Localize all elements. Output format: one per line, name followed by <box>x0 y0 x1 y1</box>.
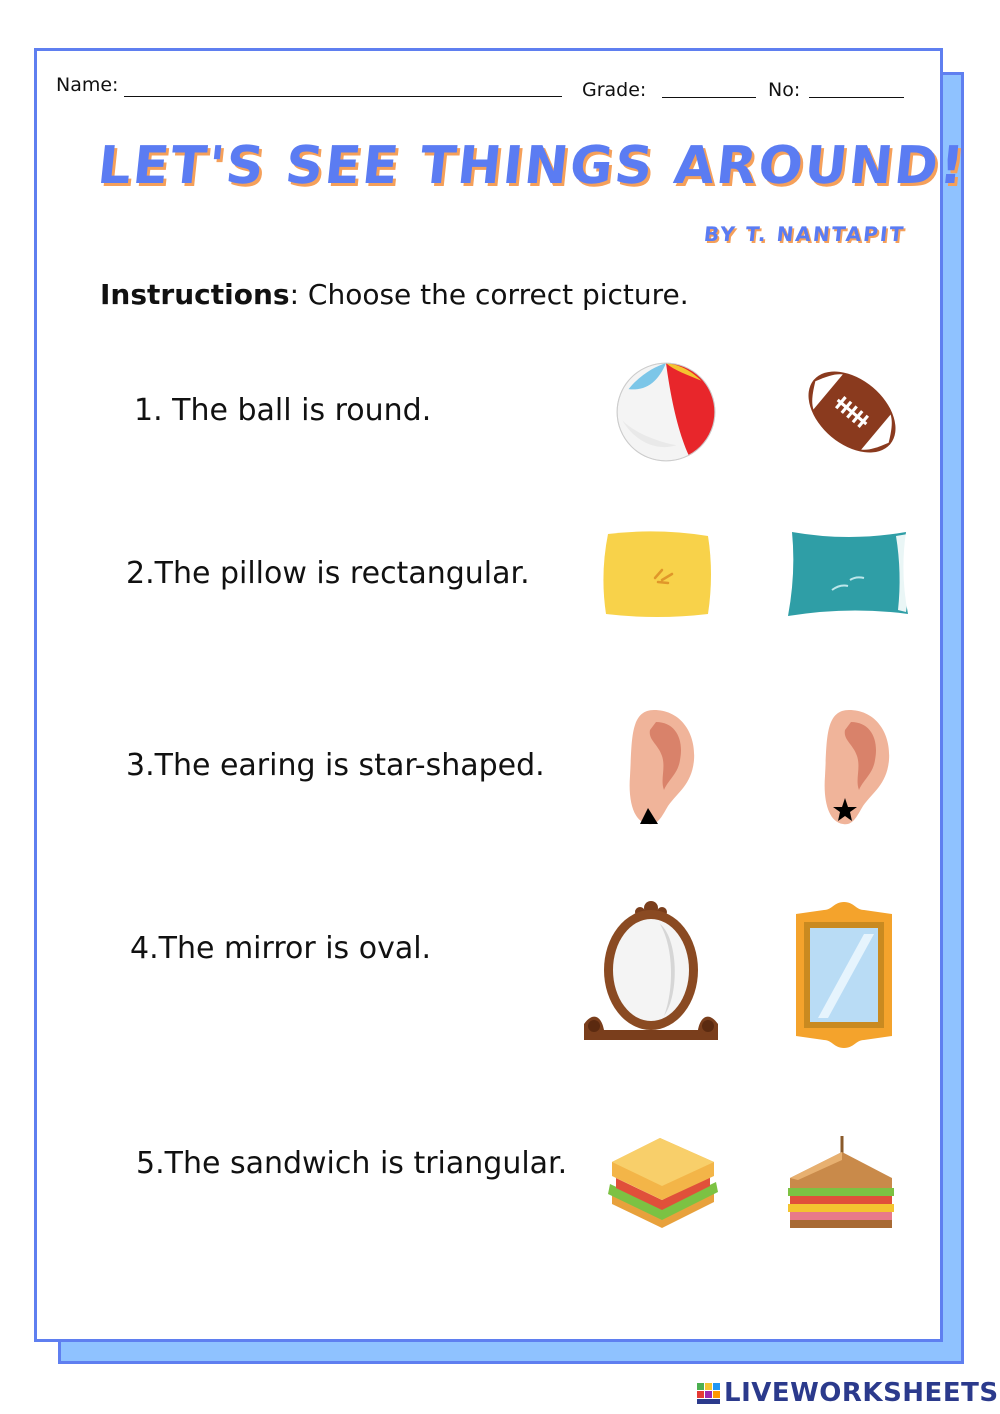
football-icon <box>800 360 904 464</box>
name-label: Name: <box>56 74 119 96</box>
question-2: 2.The pillow is rectangular. <box>126 556 530 591</box>
instructions-label: Instructions <box>100 278 290 311</box>
square-sandwich-icon <box>606 1134 720 1232</box>
number-field[interactable] <box>809 97 904 98</box>
liveworksheets-brand: LIVEWORKSHEETS <box>724 1378 999 1408</box>
author-byline: BY T. NANTAPIT <box>702 222 907 246</box>
triangle-sandwich-icon <box>784 1134 898 1232</box>
question-3: 3.The earing is star-shaped. <box>126 748 545 783</box>
square-sandwich-option[interactable] <box>606 1134 720 1232</box>
triangle-sandwich-option[interactable] <box>784 1134 898 1232</box>
rectangular-mirror-option[interactable] <box>788 900 900 1050</box>
question-1: 1. The ball is round. <box>134 393 432 428</box>
instructions-text: : Choose the correct picture. <box>289 278 689 311</box>
name-field[interactable] <box>124 96 562 97</box>
square-pillow-icon <box>600 528 715 620</box>
rectangular-pillow-option[interactable] <box>784 526 918 620</box>
ear-triangle-earring-icon <box>620 706 700 830</box>
beach-ball-option[interactable] <box>614 360 718 464</box>
rectangular-mirror-icon <box>788 900 900 1050</box>
liveworksheets-logo-icon <box>697 1383 721 1405</box>
square-pillow-option[interactable] <box>600 528 715 620</box>
instructions <box>100 278 689 311</box>
ear-star-earring-icon <box>815 706 895 830</box>
football-option[interactable] <box>800 360 904 464</box>
question-5: 5.The sandwich is triangular. <box>136 1146 568 1181</box>
beach-ball-icon <box>614 360 718 464</box>
rectangular-pillow-icon <box>784 526 918 620</box>
grade-field[interactable] <box>662 97 756 98</box>
number-label: No: <box>768 79 801 101</box>
question-4: 4.The mirror is oval. <box>130 931 432 966</box>
worksheet-title: LET'S SEE THINGS AROUND! <box>94 136 969 196</box>
oval-mirror-icon <box>580 898 722 1044</box>
oval-mirror-option[interactable] <box>580 898 722 1044</box>
grade-label: Grade: <box>582 79 647 101</box>
ear-triangle-earring-option[interactable] <box>620 706 700 830</box>
ear-star-earring-option[interactable] <box>815 706 895 830</box>
